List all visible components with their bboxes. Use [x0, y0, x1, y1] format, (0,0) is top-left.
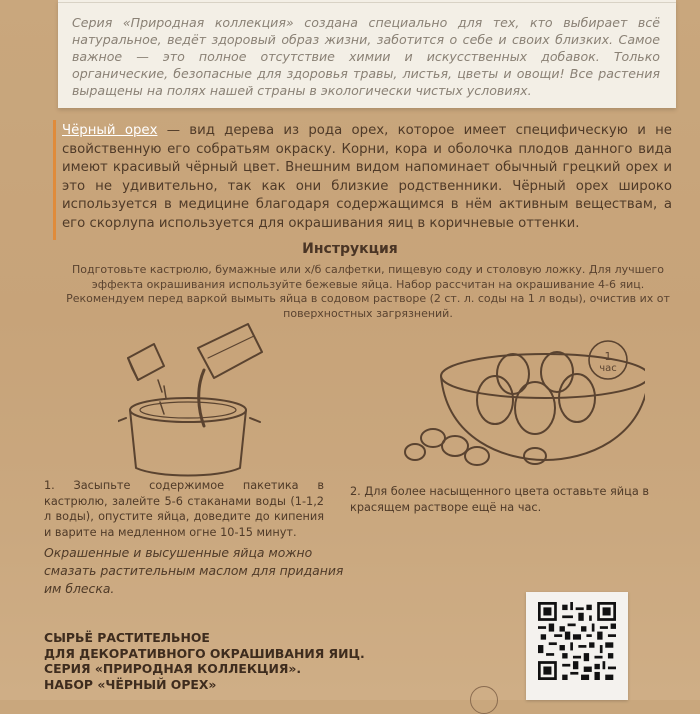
product-title [44, 630, 484, 692]
product-title-line-1: СЫРЬЁ РАСТИТЕЛЬНОЕ [44, 630, 210, 645]
qr-code-card[interactable] [526, 592, 628, 700]
timer-label [586, 350, 630, 374]
intro-top-rule [58, 2, 676, 3]
product-title-line-4: НАБОР «ЧЁРНЫЙ ОРЕХ» [44, 676, 217, 692]
note-text: Окрашенные и высушенные яйца можно смазать растительным маслом для придания им блеска. [44, 545, 344, 596]
intro-box [58, 0, 676, 108]
certification-seal-icon [470, 686, 498, 714]
pot-illustration-icon [118, 318, 338, 478]
step-1-text: 1. Засыпьте содержимое пакетика в кастрюлю, залейте 5-6 стаканами воды (1-1,2 л воды), опустите яйца, доведите до кипения и варите на медленном огне 10-15 минут. [44, 479, 324, 539]
accent-bar [53, 120, 56, 240]
product-title-line-2: ДЛЯ ДЕКОРАТИВНОГО ОКРАШИВАНИЯ ЯИЦ. [44, 645, 365, 661]
qr-code-icon [538, 602, 616, 680]
timer-unit: час [599, 363, 617, 374]
product-title-line-3: СЕРИЯ «ПРИРОДНАЯ КОЛЛЕКЦИЯ». [44, 661, 302, 676]
description-term: Чёрный орех [62, 123, 158, 138]
description-text [62, 122, 672, 234]
instructions-title: Инструкция [302, 241, 398, 257]
description-body: — вид дерева из рода орех, которое имеет специфическую и не свойственную его собратьям окраску. Корни, кора и оболочка плодов данного вида имеют красивый чёрный цвет. Внешним видом напоминает обычный грецкий орех и это не удивительно, так как они близкие родственники. Чёрный орех широко используется в медицине благодаря содержащимся в нём активным веществам, а его скорлупа используется для окрашивания яиц в коричневые оттенки. [62, 123, 672, 231]
timer-value: 1 [604, 350, 612, 363]
step-2-text: 2. Для более насыщенного цвета оставьте яйца в красящем растворе ещё на час. [350, 485, 649, 514]
intro-text: Серия «Природная коллекция» создана специально для тех, кто выбирает всё натуральное, ведёт здоровый образ жизни, заботится о себе и своих близких. Самое важное — это полное отсутствие химии и искусственных добавок. Только органические, безопасные для здоровья травы, листья, цветы и овощи! Все растения выращены на полях нашей страны в экологически чистых условиях. [72, 15, 660, 98]
instructions-text: Подготовьте кастрюлю, бумажные или х/б салфетки, пищевую соду и столовую ложку. Для лучшего эффекта окрашивания используйте бежевые яйца. Набор рассчитан на окрашивание 4-6 яиц. Рекомендуем перед варкой вымыть яйца в содовом растворе (2 ст. л. соды на 1 л воды), очистив их от поверхностных загрязнений. [66, 263, 670, 320]
